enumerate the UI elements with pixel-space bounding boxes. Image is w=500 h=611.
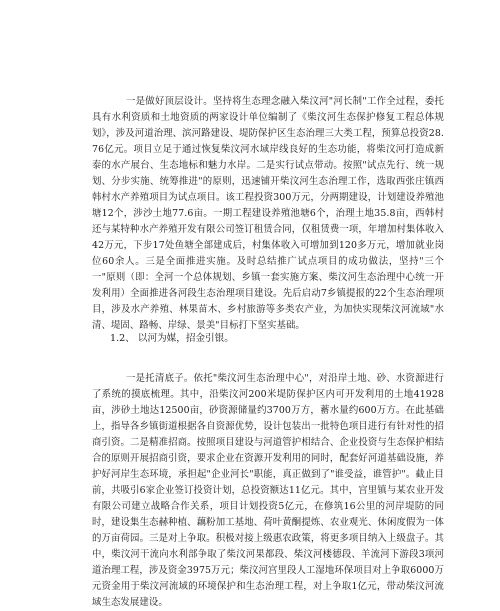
paragraph-top-design: 一是做好顶层设计。坚持将生态理念融入柴汶河"河长制"工作全过程，委托具有水利资质和土地资质的两家设计单位编制了《柴汶河生态保护修复工程总体规划》，涉及河道治理、滨河路建设、堤防保护区生态治理三大类工程，预算总投资28.76亿元。项目立足于通过恢复柴汶河水域岸线良好的生态功能，将柴汶河打造成新泰的水产展台、生态地标和魅力水岸。二是实行试点带动。按照"试点先行、统一规划、分步实施、统筹推进"的原则，迅速铺开柴汶河生态治理工作，选取西张庄镇西韩村水产养殖项目为试点项目。该工程投资300万元，分两期建设，计划建设养殖池塘12个，涉沙土地77.6亩。一期工程建设养殖池塘6个，治理土地35.8亩，西韩村还与某特种水产养殖开发有限公司签订租赁合同，仅租赁费一项，年增加村集体收入42万元，下步17处鱼塘全部建成后，村集体收入可增加到120多万元，增加就业岗位60余人。三是全面推进实施。及时总结推广试点项目的成功做法，坚持"三个一"原则（即：全河一个总体规划、乡镇一套实施方案、柴汶河生态治理中心统一开发利用）全面推进各河段生态治理项目建设。先后启动7乡镇提报的22个生态治理项目，涉及水产养殖、林果苗木、乡村旅游等多类农产业，为加快实现柴汶河流域"水清、堤固、路畅、岸绿、景美"目标打下坚实基础。 — [92, 96, 444, 331]
paragraph-investment: 一是托清底子。依托"柴汶河生态治理中心"，对沿岸土地、砂、水资源进行了系统的摸底梳理。其中，沿柴汶河200米堤防保护区内可开发利用的土地41928亩，涉砂土地达12500亩，砂资源储量约3700万方，蓄水量约600万方。在此基础上，指导各乡镇街道根据各自资源优势，设计包装出一批特色项目进行有针对性的招商引资。二是精准招商。按照项目建设与河道管护相结合、企业投资与生态保护相结合的原则开展招商引资，要求企业在资源开发利用的同时，配套好河道基础设施，养护好河岸生态环境，承担起"企业河长"职能，真正做到了"谁受益，谁管护"。截止目前，共吸引6家企业签订投资计划，总投资额达11亿元。其中，宫里镇与某农业开发有限公司建立战略合作关系，项目计划投资5亿元，在修筑16公里的河岸堤防的同时，建设集生态赫种植、藕粉加工基地、荷叶黄酮提炼、农业观光、休闲度假为一体的万亩荷园。三是对上争取。积极对接上级惠农政策，将更多项目纳入上级盘子。其中，柴汶河干流向水利部争取了柴汶河果都段、柴汶河楼德段、羊流河下游段3项河道治理工程，涉及资金3975万元；柴汶河宫里段人工湿地环保项目对上争取6000万元资金用于柴汶河流域的环境保护和生态治理工程，对上争取1亿元，带动柴汶河流域生态发展建设。 — [92, 373, 444, 608]
section-heading: 1.2、 以河为媒，招金引银。 — [110, 333, 234, 344]
